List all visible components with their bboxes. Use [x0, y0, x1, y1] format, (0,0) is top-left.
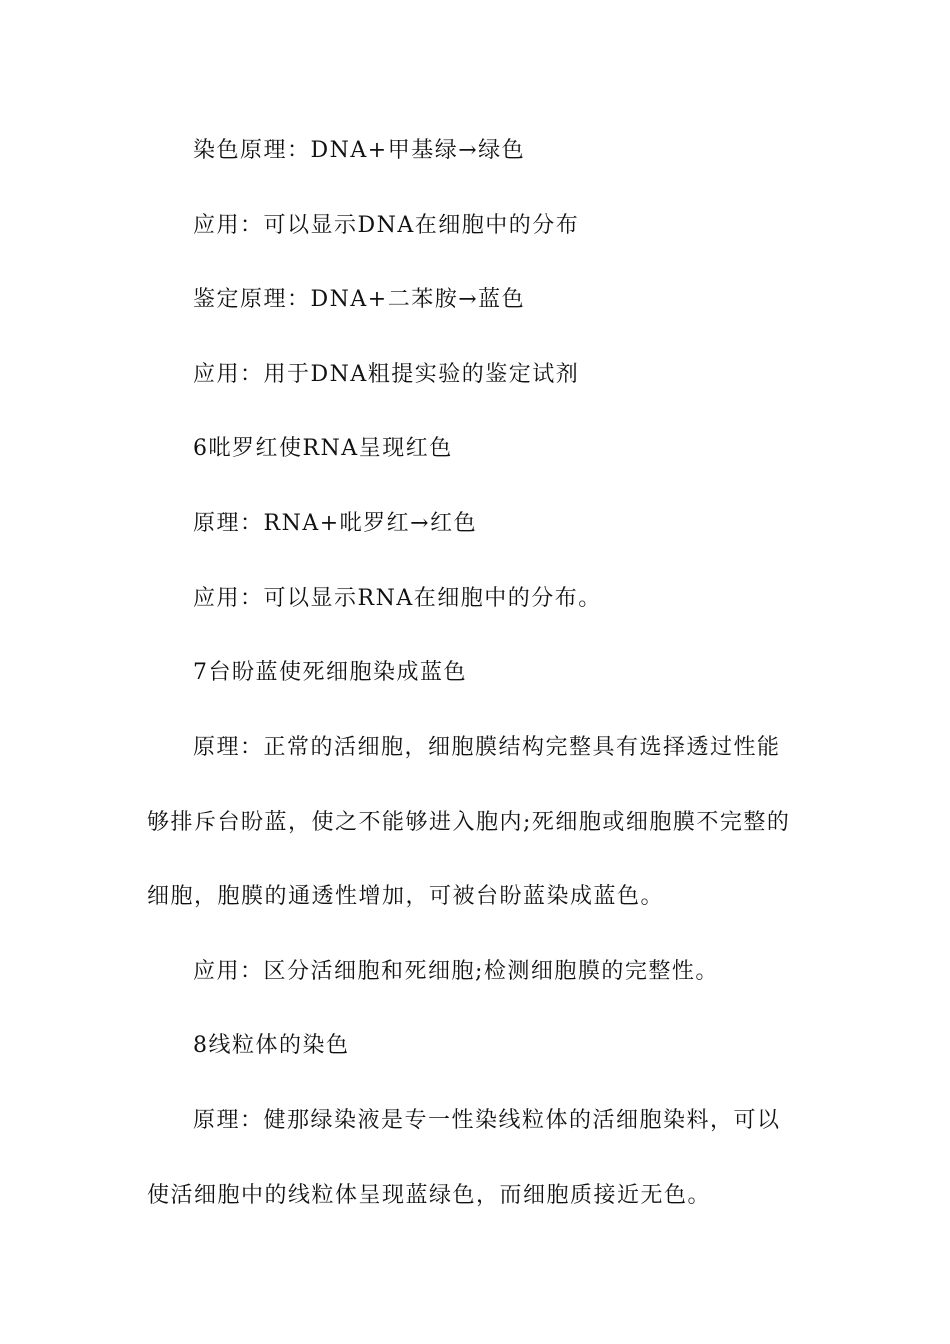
section-heading: 6吡罗红使RNA呈现红色 — [193, 436, 453, 461]
text-line: 应用：区分活细胞和死细胞;检测细胞膜的完整性。 — [193, 959, 719, 984]
section-heading: 7台盼蓝使死细胞染成蓝色 — [193, 660, 467, 685]
text-line: 应用：可以显示RNA在细胞中的分布。 — [193, 586, 602, 611]
text-line: 鉴定原理：DNA+二苯胺→蓝色 — [193, 287, 526, 312]
text-line: 使活细胞中的线粒体呈现蓝绿色，而细胞质接近无色。 — [147, 1183, 712, 1208]
text-line: 应用：用于DNA粗提实验的鉴定试剂 — [193, 362, 580, 387]
text-line: 原理：RNA+吡罗红→红色 — [193, 511, 478, 536]
text-line: 够排斥台盼蓝，使之不能够进入胞内;死细胞或细胞膜不完整的 — [147, 810, 791, 835]
text-line: 原理：健那绿染液是专一性染线粒体的活细胞染料，可以 — [193, 1108, 781, 1133]
text-line: 染色原理：DNA+甲基绿→绿色 — [193, 138, 526, 163]
text-line: 原理：正常的活细胞，细胞膜结构完整具有选择透过性能 — [193, 735, 781, 760]
text-line: 应用：可以显示DNA在细胞中的分布 — [193, 213, 580, 238]
text-line: 细胞，胞膜的通透性增加，可被台盼蓝染成蓝色。 — [147, 884, 665, 909]
section-heading: 8线粒体的染色 — [193, 1033, 350, 1058]
